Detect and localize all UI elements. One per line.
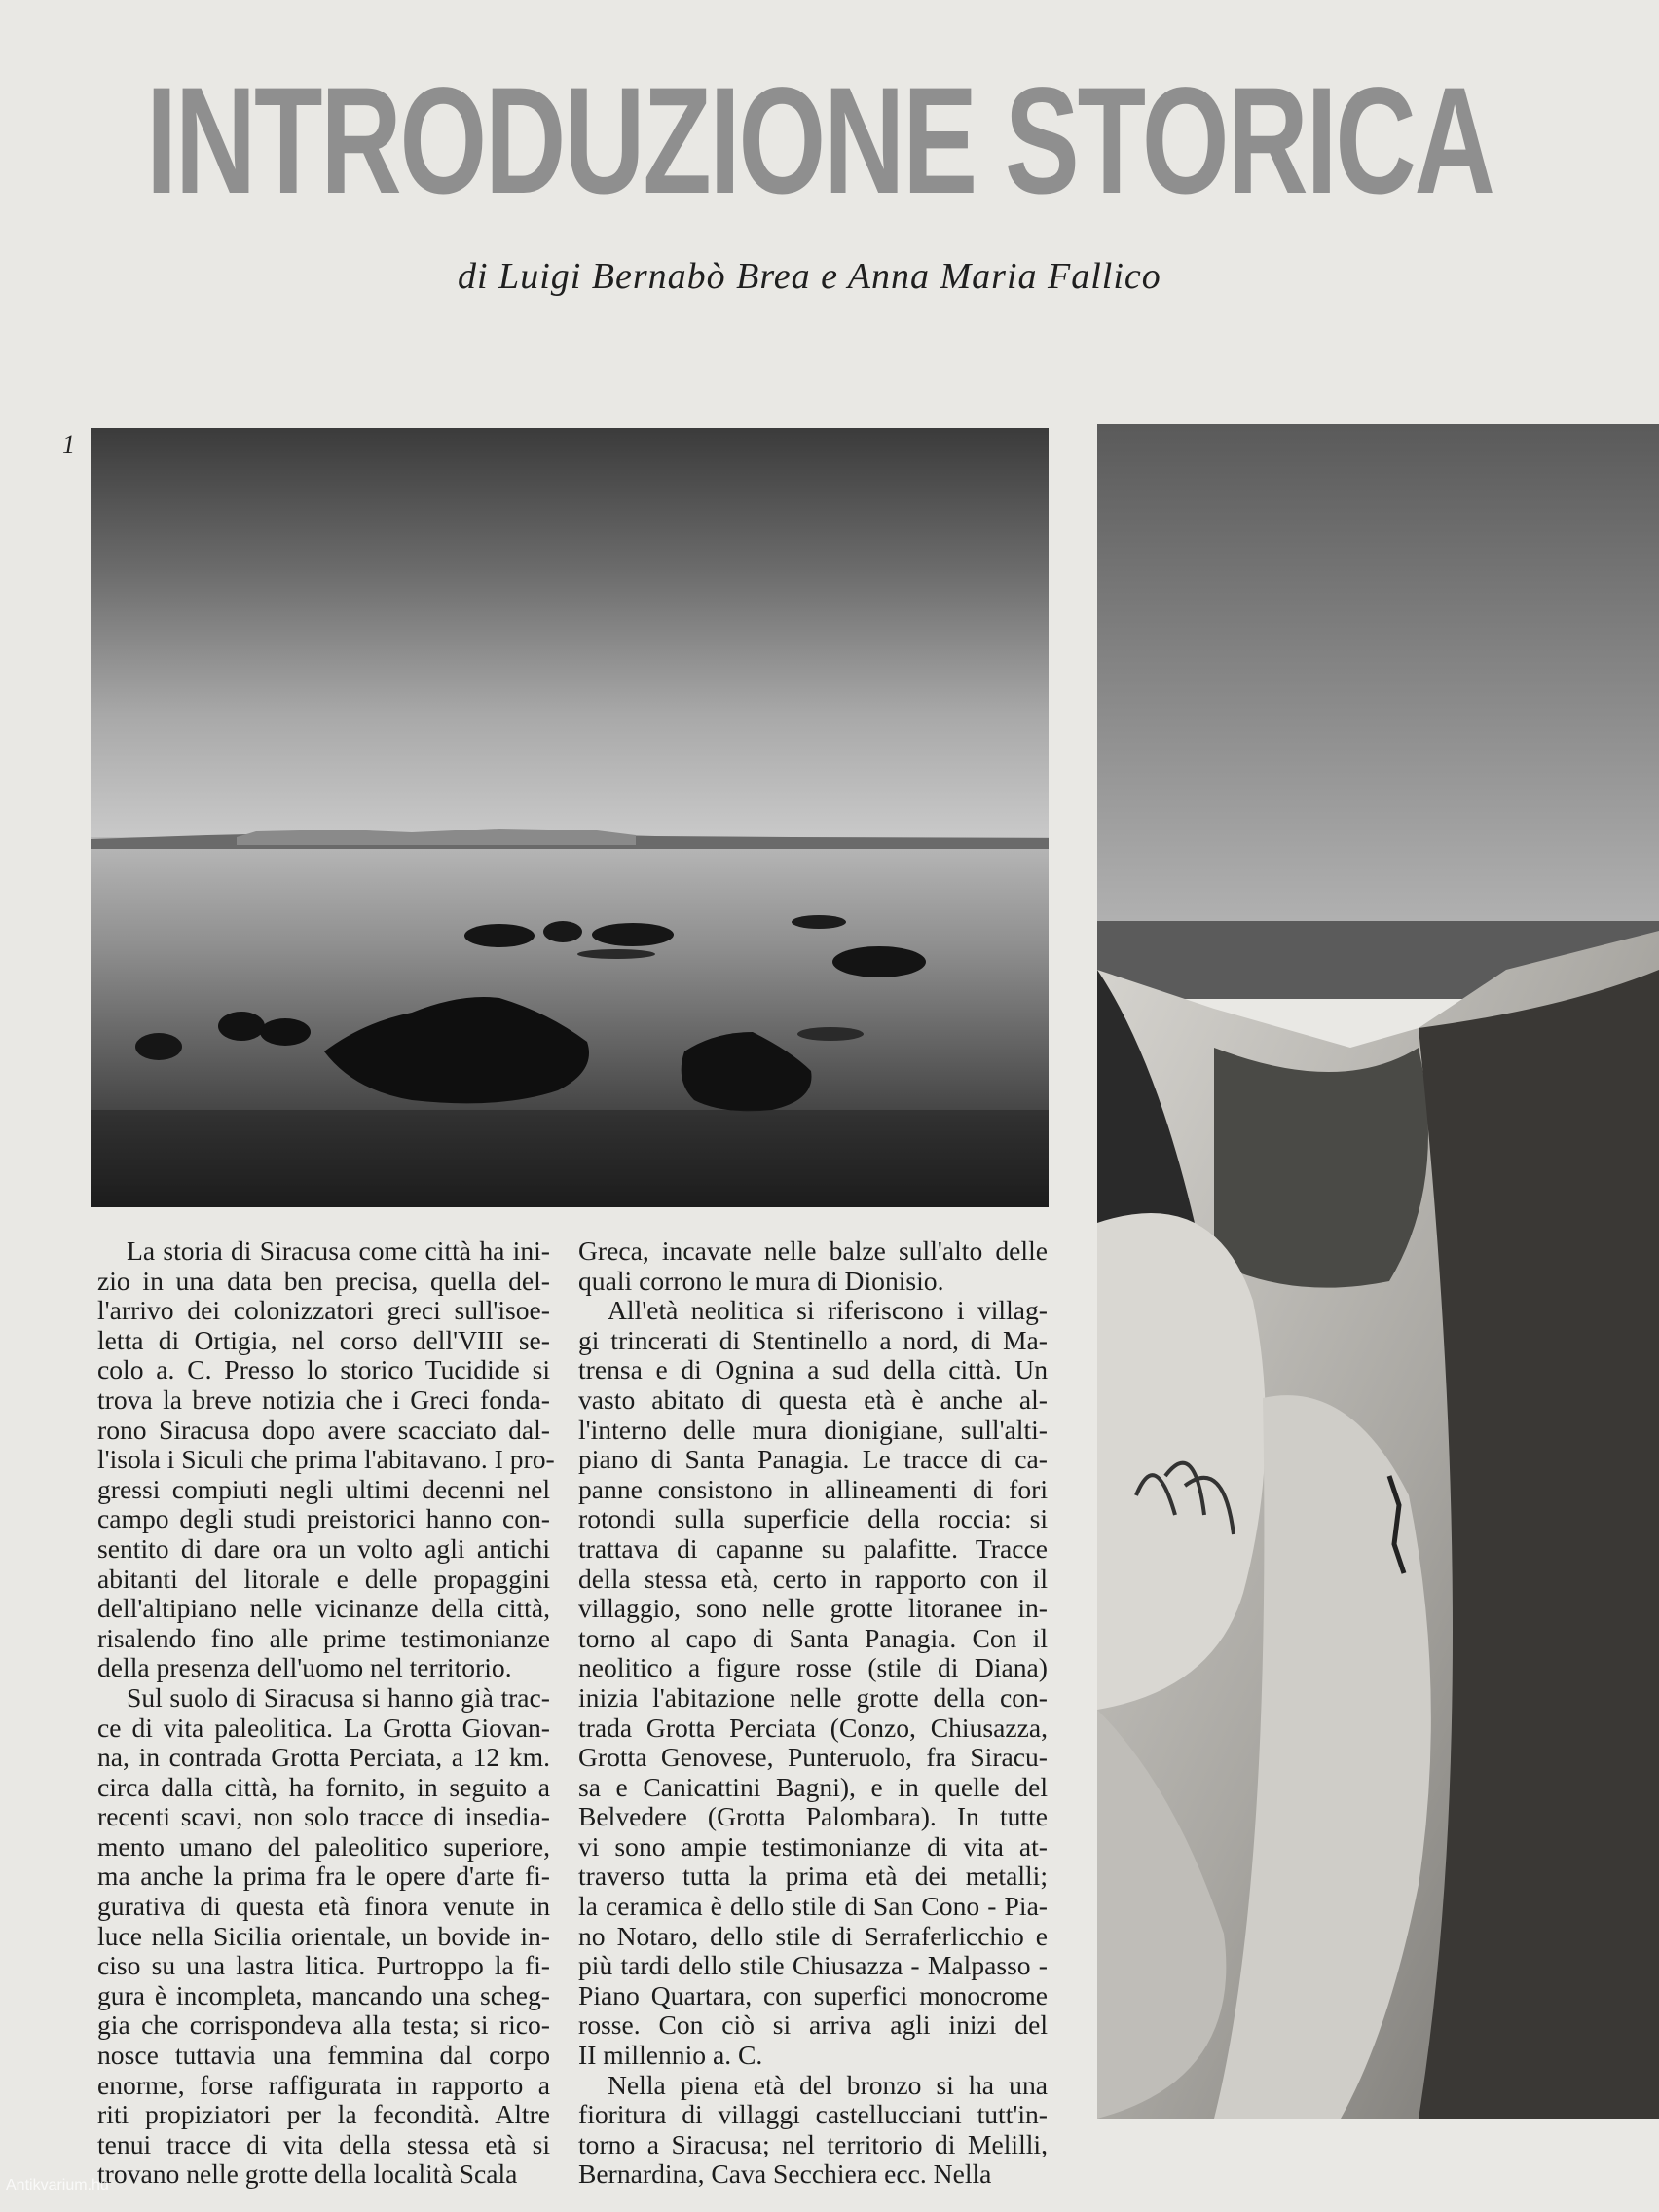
text-line: quali corrono le mura di Dionisio. [578, 1265, 944, 1296]
byline: di Luigi Bernabò Brea e Anna Maria Fallico [458, 256, 1161, 297]
text-line: Nella piena età del bronzo si ha una [608, 2069, 1048, 2100]
text-line: inizia l'abitazione nelle grotte della con- [578, 1681, 1048, 1713]
text-column-1 [97, 1235, 555, 2190]
text-line: risalendo fino alle prime testimonianze [97, 1622, 550, 1653]
text-line: rosse. Con ciò si arriva agli inizi del [578, 2009, 1048, 2041]
text-line: gia che corrispondeva alla testa; si rico- [97, 2009, 550, 2041]
text-line: Bernardina, Cava Secchiera ecc. Nella [578, 2158, 992, 2190]
text-line: trovano nelle grotte della località Scala [97, 2158, 518, 2190]
paragraph [578, 1236, 1048, 1296]
text-line: na, in contrada Grotta Perciata, a 12 km. [97, 1742, 550, 1773]
text-line: Belvedere (Grotta Palombara). In tutte [578, 1801, 1048, 1832]
text-line: più tardi dello stile Chiusazza - Malpasso - [578, 1950, 1048, 1981]
text-line: l'arrivo dei colonizzatori greci sull'isoe- [97, 1295, 550, 1326]
text-line: sa e Canicattini Bagni), e in quelle del [578, 1771, 1048, 1802]
text-line: campo degli studi preistorici hanno con- [97, 1503, 550, 1534]
text-line: rotondi sulla superficie della roccia: si [578, 1503, 1048, 1534]
text-line: trensa e di Ognina a sud della città. Un [578, 1354, 1048, 1385]
text-line: Greca, incavate nelle balze sull'alto delle [578, 1235, 1048, 1266]
text-line: rono Siracusa dopo avere scacciato dal- [97, 1414, 550, 1445]
text-line: nosce tuttavia una femmina dal corpo [97, 2040, 550, 2071]
text-line: enorme, forse raffigurata in rapporto a [97, 2069, 550, 2100]
paragraph [97, 1683, 550, 2190]
text-line: della presenza dell'uomo nel territorio. [97, 1652, 512, 1683]
text-line: gura è incompleta, mancando una scheg- [97, 1979, 550, 2010]
page-title: INTRODUZIONE STORICA [146, 56, 1493, 226]
text-line: torno al capo di Santa Panagia. Con il [578, 1622, 1048, 1653]
text-line: ma anche la prima fra le opere d'arte fi- [97, 1861, 550, 1892]
text-line: piano di Santa Panagia. Le tracce di ca- [578, 1444, 1048, 1475]
text-line: letta di Ortigia, nel corso dell'VIII se- [97, 1324, 550, 1355]
text-line: La storia di Siracusa come città ha ini- [127, 1235, 550, 1266]
text-line: All'età neolitica si riferiscono i villag- [608, 1295, 1048, 1326]
text-line: villaggio, sono nelle grotte litoranee in- [578, 1593, 1048, 1624]
watermark: Antikvarium.hu [6, 2177, 109, 2194]
text-line: sentito di dare ora un volto agli antichi [97, 1532, 550, 1564]
text-line: riti propiziatori per la fecondità. Altre [97, 2099, 550, 2130]
ravine-photo [1097, 424, 1659, 2119]
text-line: circa dalla città, ha fornito, in seguito a [97, 1771, 550, 1802]
text-line: dell'altipiano nelle vicinanze della città, [97, 1593, 550, 1624]
text-line: l'interno delle mura dionigiane, sull'alti- [578, 1414, 1048, 1445]
text-line: colo a. C. Presso lo storico Tucidide si [97, 1354, 550, 1385]
text-line: gi trincerati di Stentinello a nord, di Ma- [578, 1324, 1048, 1355]
text-line: luce nella Sicilia orientale, un bovide in- [97, 1920, 550, 1951]
paragraph [578, 2071, 1048, 2190]
text-line: Piano Quartara, con superfici monocrome [578, 1979, 1048, 2010]
text-line: fioritura di villaggi castellucciani tutt'in- [578, 2099, 1048, 2130]
figure-number: 1 [62, 430, 75, 459]
text-line: mento umano del paleolitico superiore, [97, 1830, 550, 1862]
text-line: della stessa età, certo in rapporto con il [578, 1563, 1048, 1594]
text-line: zio in una data ben precisa, quella del- [97, 1265, 550, 1296]
text-line: neolitico a figure rosse (stile di Diana) [578, 1652, 1048, 1683]
text-line: gressi compiuti negli ultimi decenni nel [97, 1473, 550, 1504]
text-line: trattava di capanne su palafitte. Tracce [578, 1532, 1048, 1564]
text-line: tenui tracce di vita della stessa età si [97, 2128, 550, 2159]
text-line: ciso su una lastra litica. Purtroppo la fi- [97, 1950, 550, 1981]
text-line: vasto abitato di questa età è anche al- [578, 1383, 1048, 1415]
text-line: abitanti del litorale e delle propaggini [97, 1563, 550, 1594]
text-line: la ceramica è dello stile di San Cono - Pia- [578, 1891, 1048, 1922]
seascape-photo [91, 428, 1049, 1207]
text-line: torno a Siracusa; nel territorio di Melilli, [578, 2128, 1048, 2159]
text-line: recenti scavi, non solo tracce di insedia- [97, 1801, 550, 1832]
text-line: no Notaro, dello stile di Serraferlicchio e [578, 1920, 1048, 1951]
text-line: l'isola i Siculi che prima l'abitavano. I pro- [97, 1444, 555, 1475]
text-line: Grotta Genovese, Punteruolo, fra Siracu- [578, 1742, 1048, 1773]
text-line: gurativa di questa età finora venute in [97, 1891, 550, 1922]
paragraph [97, 1235, 555, 1683]
text-line: II millennio a. C. [578, 2040, 763, 2071]
text-line: ce di vita paleolitica. La Grotta Giovan- [97, 1712, 550, 1743]
text-line: panne consistono in allineamenti di fori [578, 1473, 1048, 1504]
text-line: Sul suolo di Siracusa si hanno già trac- [127, 1681, 550, 1713]
text-line: trova la breve notizia che i Greci fonda- [97, 1383, 550, 1415]
text-line: trada Grotta Perciata (Conzo, Chiusazza, [578, 1712, 1048, 1743]
text-column-2 [578, 1236, 1048, 2190]
paragraph [578, 1296, 1048, 2070]
text-line: vi sono ampie testimonianze di vita at- [578, 1830, 1048, 1862]
text-line: traverso tutta la prima età dei metalli; [578, 1861, 1048, 1892]
